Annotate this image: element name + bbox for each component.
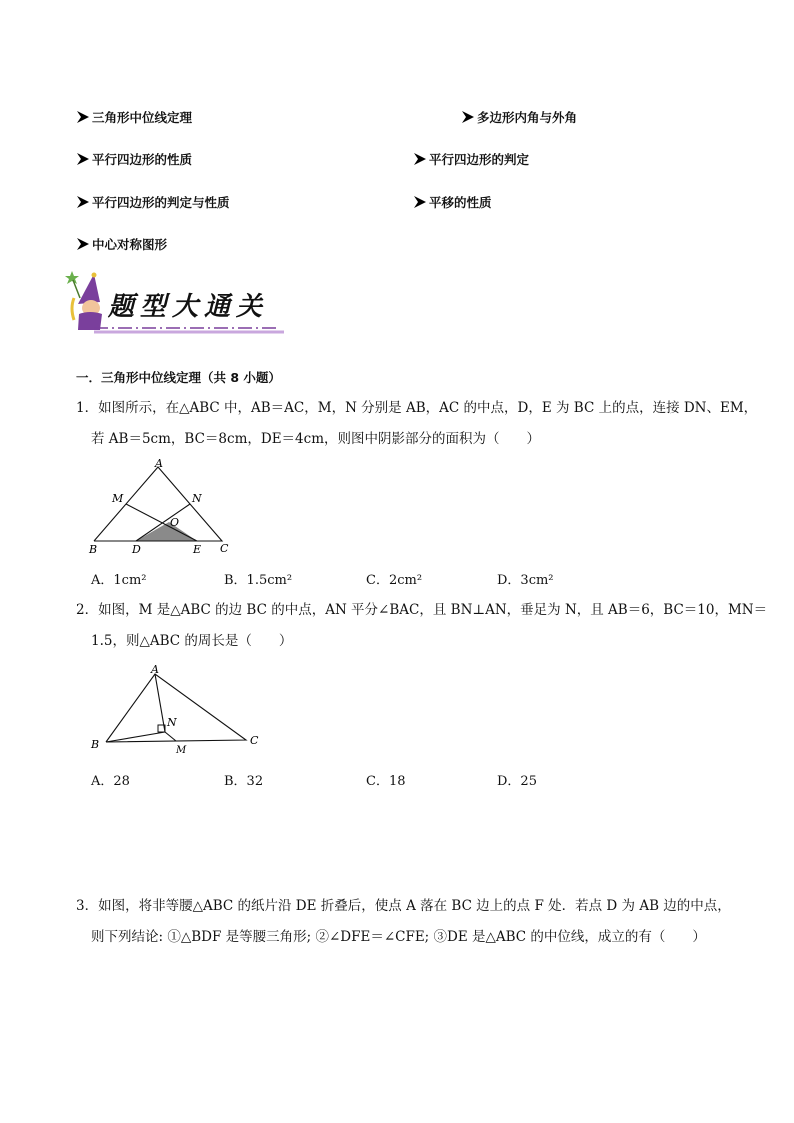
topic-item[interactable] [76, 193, 230, 211]
figure-label: N [192, 492, 202, 505]
topic-item[interactable] [413, 150, 529, 168]
arrow-bullet-icon [413, 152, 427, 166]
figure-label: M [176, 745, 187, 756]
topic-label: 平行四边形的性质 [92, 152, 193, 167]
topic-item[interactable] [461, 108, 577, 126]
topic-label: 平行四边形的判定与性质 [92, 195, 230, 210]
arrow-bullet-icon [76, 237, 90, 251]
figure-label: A [155, 457, 163, 470]
arrow-bullet-icon [413, 195, 427, 209]
topic-item[interactable] [76, 235, 167, 253]
figure-label: N [167, 716, 177, 729]
topic-label: 三角形中位线定理 [92, 110, 193, 125]
section-banner [64, 268, 289, 336]
topic-item[interactable] [76, 108, 192, 126]
arrow-bullet-icon [76, 195, 90, 209]
option-b[interactable]: B．1.5cm² [224, 573, 293, 588]
question-2-line-2: 1.5，则△ABC 的周长是（ ） [91, 633, 293, 649]
question-1-figure [84, 455, 244, 560]
option-d[interactable]: D．25 [497, 774, 537, 789]
figure-label: B [89, 543, 98, 556]
option-c[interactable]: C．2cm² [366, 573, 423, 588]
figure-label: M [112, 492, 124, 505]
option-a[interactable]: A．28 [91, 774, 130, 789]
topic-label: 平移的性质 [429, 195, 492, 210]
question-1-line-1: 1．如图所示，在△ABC 中，AB＝AC，M，N 分别是 AB，AC 的中点，D，E 为 BC 上的点，连接 DN、EM， [76, 400, 758, 416]
question-2-line-1: 2．如图，M 是△ABC 的边 BC 的中点，AN 平分∠BAC，且 BN⊥AN，垂足为 N，且 AB＝6，BC＝10，MN＝ [76, 602, 768, 618]
question-3-line-2: 则下列结论: ①△BDF 是等腰三角形; ②∠DFE＝∠CFE; ③DE 是△ABC 的中位线，成立的有（ ） [91, 929, 706, 945]
figure-label: O [170, 516, 180, 529]
option-c[interactable]: C．18 [366, 774, 406, 789]
topic-label: 平行四边形的判定 [429, 152, 530, 167]
topic-label: 多边形内角与外角 [477, 110, 578, 125]
arrow-bullet-icon [76, 110, 90, 124]
question-2-figure [88, 662, 268, 757]
option-b[interactable]: B．32 [224, 774, 264, 789]
figure-label: C [220, 542, 229, 555]
figure-label: D [132, 543, 141, 556]
arrow-bullet-icon [461, 110, 475, 124]
question-3-line-1: 3．如图，将非等腰△ABC 的纸片沿 DE 折叠后，使点 A 落在 BC 边上的点 F 处．若点 D 为 AB 边的中点， [76, 898, 731, 914]
option-d[interactable]: D．3cm² [497, 573, 554, 588]
figure-label: B [91, 738, 100, 751]
topic-item[interactable] [413, 193, 492, 211]
banner-title: 题型大通关 [108, 292, 269, 322]
arrow-bullet-icon [76, 152, 90, 166]
topic-item[interactable] [76, 150, 192, 168]
option-a[interactable]: A．1cm² [91, 573, 147, 588]
question-1-line-2: 若 AB＝5cm，BC＝8cm，DE＝4cm，则图中阴影部分的面积为（ ） [91, 431, 540, 447]
figure-label: E [193, 543, 202, 556]
figure-label: A [151, 663, 159, 676]
topic-label: 中心对称图形 [92, 237, 168, 252]
figure-label: C [250, 734, 259, 747]
section-heading: 一．三角形中位线定理（共 8 小题） [76, 370, 281, 385]
